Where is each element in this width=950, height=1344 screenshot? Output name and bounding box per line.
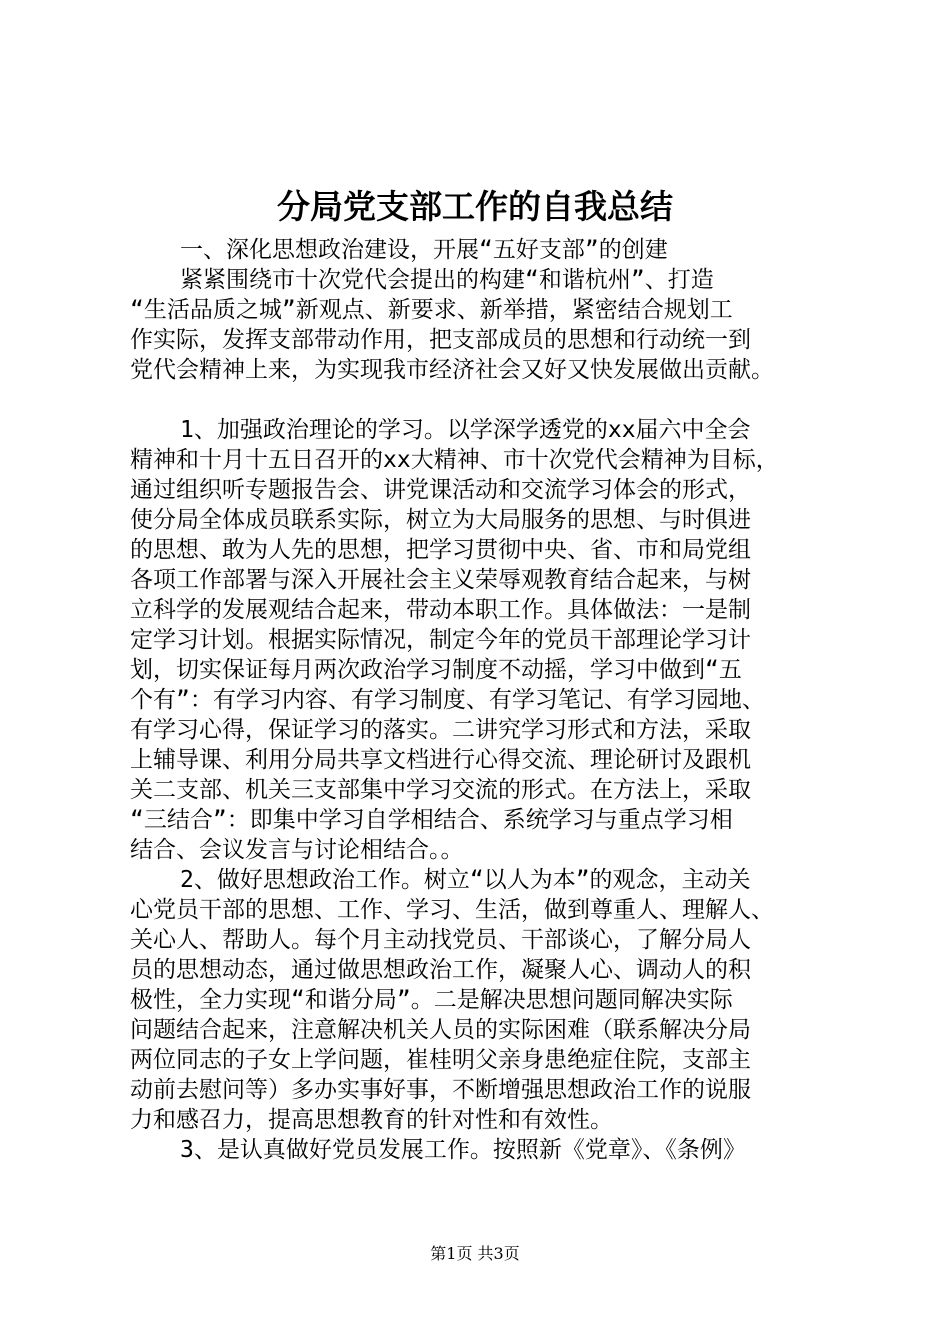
text-line: 上辅导课、利用分局共享文档进行心得交流、理论研讨及跟机 (130, 747, 751, 773)
document-body (130, 235, 850, 1165)
text-line: 1、加强政治理论的学习。以学深学透党的xx届六中全会 (180, 417, 751, 443)
paragraph-ideology (130, 865, 850, 1135)
text-line: “生活品质之城”新观点、新要求、新举措，紧密结合规划工 (130, 297, 733, 323)
paragraph-study (130, 415, 850, 865)
text-line: 3、是认真做好党员发展工作。按照新《党章》、《条例》 (180, 1137, 746, 1163)
text-line: 力和感召力，提高思想教育的针对性和有效性。 (130, 1107, 613, 1133)
text-line: 通过组织听专题报告会、讲党课活动和交流学习体会的形式， (130, 477, 751, 503)
text-line: 问题结合起来，注意解决机关人员的实际困难（联系解决分局 (130, 1017, 751, 1043)
text-line: 动前去慰问等）多办实事好事，不断增强思想政治工作的说服 (130, 1077, 751, 1103)
text-line: 各项工作部署与深入开展社会主义荣辱观教育结合起来，与树 (130, 567, 751, 593)
text-line: 作实际，发挥支部带动作用，把支部成员的思想和行动统一到 (130, 327, 751, 353)
document-title: 分局党支部工作的自我总结 (277, 187, 673, 226)
text-line: 员的思想动态，通过做思想政治工作，凝聚人心、调动人的积 (130, 957, 751, 983)
text-line: 极性，全力实现“和谐分局”。二是解决思想问题同解决实际 (130, 987, 733, 1013)
text-line: 立科学的发展观结合起来，带动本职工作。具体做法：一是制 (130, 597, 751, 623)
text-line: 2、做好思想政治工作。树立“以人为本”的观念，主动关 (180, 867, 751, 893)
text-line: 关二支部、机关三支部集中学习交流的形式。在方法上，采取 (130, 777, 751, 803)
page-number-footer: 第1页 共3页 (430, 1244, 520, 1263)
intro-paragraph (130, 265, 850, 385)
text-line: 结合、会议发言与讨论相结合。。 (130, 837, 464, 863)
text-line: 使分局全体成员联系实际，树立为大局服务的思想、与时俱进 (130, 507, 751, 533)
text-line: 关心人、帮助人。每个月主动找党员、干部谈心，了解分局人 (130, 927, 751, 953)
text-line: 党代会精神上来，为实现我市经济社会又好又快发展做出贡献。 (130, 357, 774, 383)
text-line: 个有”：有学习内容、有学习制度、有学习笔记、有学习园地、 (130, 687, 765, 713)
text-line: 划，切实保证每月两次政治学习制度不动摇，学习中做到“五 (130, 657, 742, 683)
text-line: 定学习计划。根据实际情况，制定今年的党员干部理论学习计 (130, 627, 751, 653)
text-line: 有学习心得，保证学习的落实。二讲究学习形式和方法，采取 (130, 717, 751, 743)
text-line: 紧紧围绕市十次党代会提出的构建“和谐杭州”、打造 (180, 267, 714, 293)
text-line: 心党员干部的思想、工作、学习、生活，做到尊重人、理解人、 (130, 897, 774, 923)
text-line: 的思想、敢为人先的思想，把学习贯彻中央、省、市和局党组 (130, 537, 751, 563)
text-line: 两位同志的子女上学问题，崔桂明父亲身患绝症住院，支部主 (130, 1047, 751, 1073)
section-heading (130, 235, 850, 265)
paragraph-membership (130, 1135, 850, 1165)
text-line: 一、深化思想政治建设，开展“五好支部”的创建 (180, 237, 668, 263)
text-line: “三结合”：即集中学习自学相结合、系统学习与重点学习相 (130, 807, 733, 833)
text-line: 精神和十月十五日召开的xx大精神、市十次党代会精神为目标， (130, 447, 779, 473)
